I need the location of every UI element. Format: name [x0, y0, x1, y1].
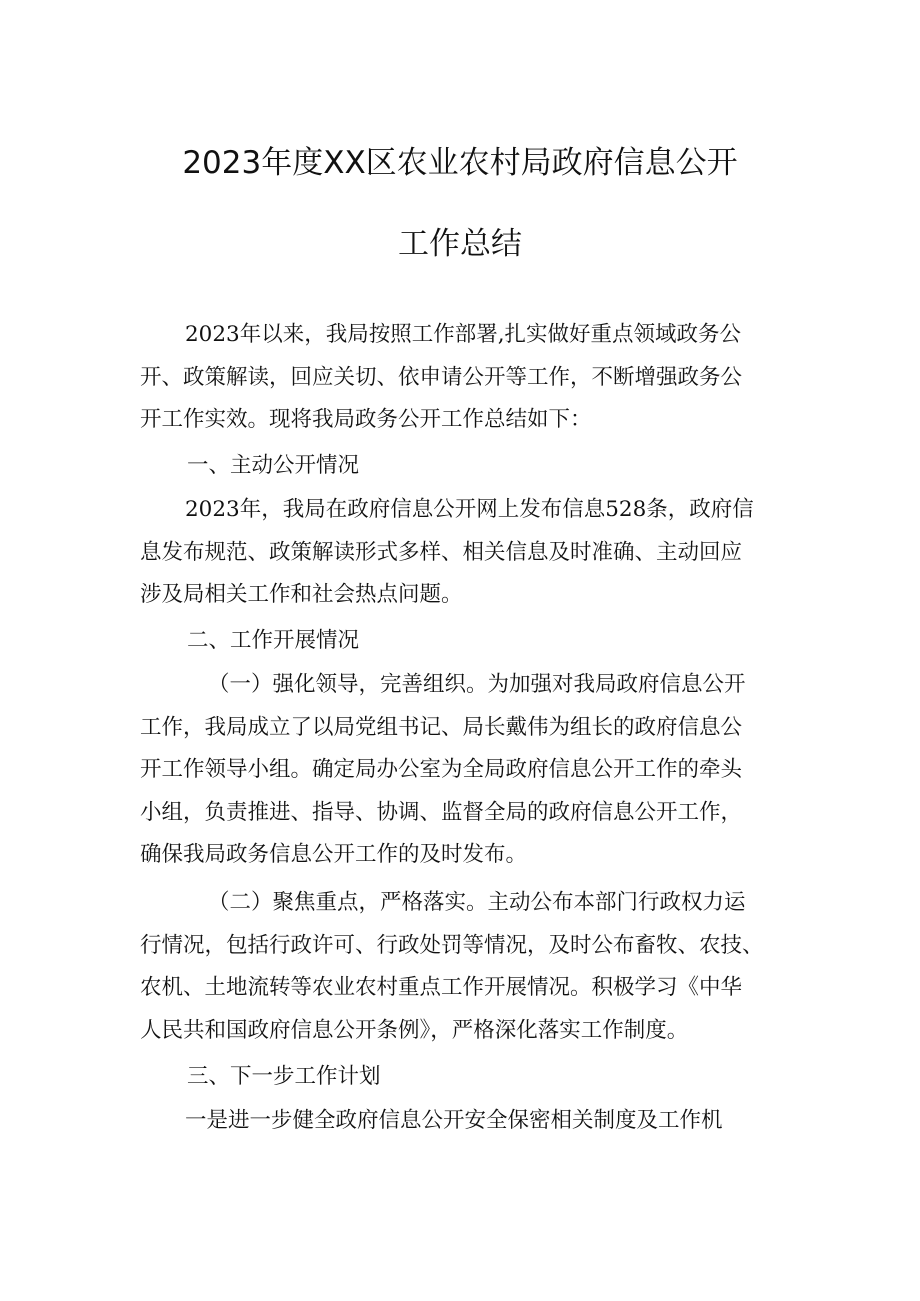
section-3-line: 一是进一步健全政府信息公开安全保密相关制度及工作机: [185, 1108, 723, 1133]
section-2-sub-1-line: 确保我局政务信息公开工作的及时发布。: [140, 842, 528, 867]
section-3-paragraph: [140, 1100, 790, 1143]
section-1-line: 2023年，我局在政府信息公开网上发布信息528条，政府信: [185, 497, 754, 522]
section-2-sub-1-paragraph: [140, 664, 790, 877]
section-2-sub-2-line: 行情况，包括行政许可、行政处罚等情况，及时公布畜牧、农技、: [140, 932, 764, 958]
section-2-sub-2-line: 人民共和国政府信息公开条例》，严格深化落实工作制度。: [140, 1017, 689, 1043]
section-2-sub-2-line: 农机、土地流转等农业农村重点工作开展情况。积极学习《中华: [140, 975, 743, 1000]
section-3-heading: 三、下一步工作计划: [187, 1064, 381, 1089]
intro-line: 2023年以来，我局按照工作部署,扎实做好重点领域政务公: [185, 322, 742, 347]
section-2-sub-1-line: （一）强化领导，完善组织。为加强对我局政府信息公开: [208, 672, 746, 697]
section-2-sub-1-line: 开工作领导小组。确定局办公室为全局政府信息公开工作的牵头: [140, 757, 743, 782]
section-2-sub-2-paragraph: [140, 882, 790, 1052]
section-2-sub-2-line: （二）聚焦重点，严格落实。主动公布本部门行政权力运: [208, 890, 746, 915]
intro-line: 开工作实效。现将我局政务公开工作总结如下：: [140, 407, 592, 432]
section-1-line: 息发布规范、政策解读形式多样、相关信息及时准确、主动回应: [140, 539, 743, 565]
section-2-sub-1-line: 工作，我局成立了以局党组书记、局长戴伟为组长的政府信息公: [140, 714, 743, 740]
intro-paragraph: [140, 314, 790, 442]
document-title-line-2: 工作总结: [398, 226, 522, 262]
section-1-line: 涉及局相关工作和社会热点问题。: [140, 582, 463, 607]
section-1-heading: 一、主动公开情况: [187, 453, 360, 478]
document-title-line-1: 2023年度XX区农业农村局政府信息公开: [182, 145, 738, 181]
section-1-paragraph: [140, 489, 790, 617]
section-2-heading: 二、工作开展情况: [187, 628, 360, 653]
intro-line: 开、政策解读，回应关切、依申请公开等工作，不断增强政务公: [140, 364, 743, 390]
section-2-sub-1-line: 小组，负责推进、指导、协调、监督全局的政府信息公开工作，: [140, 799, 743, 825]
